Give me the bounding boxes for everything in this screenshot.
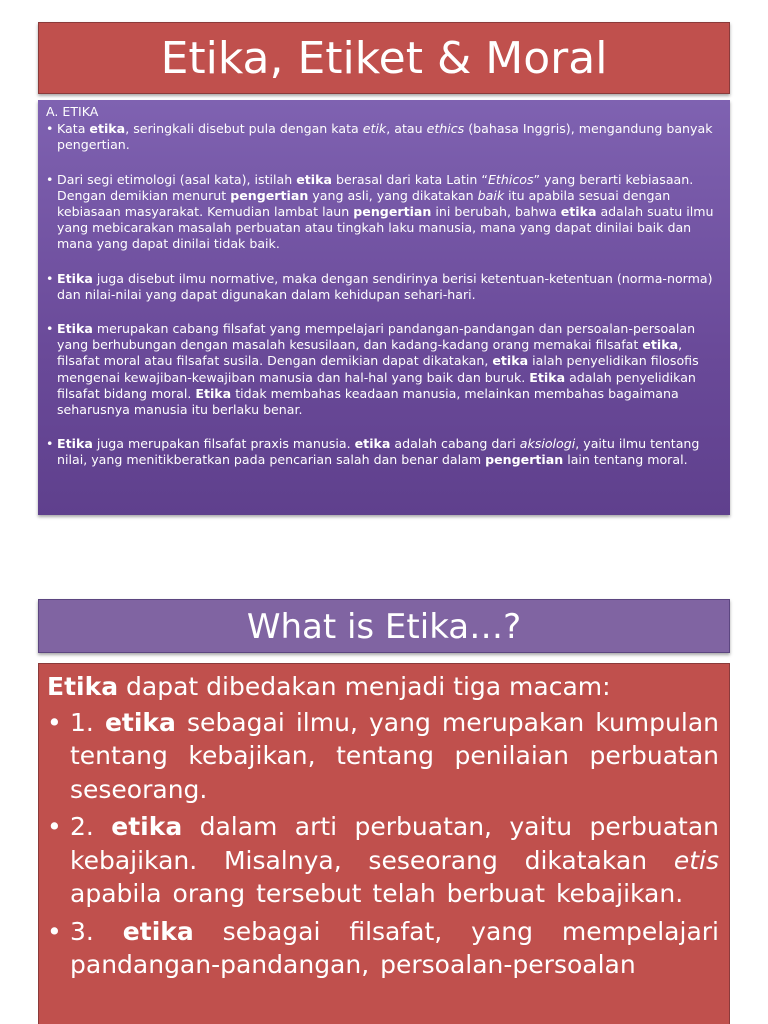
slide1-title: Etika, Etiket & Moral <box>38 22 730 94</box>
etika-bullet-1: • Kata etika, seringkali disebut pula dengan kata etik, atau ethics (bahasa Inggris), mengandung banyak pengertian. <box>46 121 720 153</box>
tiga-macam-item-3: • 3. etika sebagai filsafat, yang mempelajari pandangan-pandangan, persoalan-persoalan <box>47 915 719 982</box>
etika-bullet-2: • Dari segi etimologi (asal kata), istilah etika berasal dari kata Latin “Ethicos” yang berarti kebiasaan. Dengan demikian menurut pengertian yang asli, yang dikatakan baik itu apabila sesuai dengan kebiasaan masyarakat. Kemudian lambat laun pengertian ini berubah, bahwa etika adalah suatu ilmu yang mebicarakan masalah perbuatan atau tingkah laku manusia, mana yang dapat dinilai baik dan mana yang dapat dinilai tidak baik. <box>46 172 720 253</box>
etika-bullet-list <box>46 121 720 468</box>
section-label: A. ETIKA <box>46 104 99 119</box>
etika-bullet-4: • Etika merupakan cabang filsafat yang mempelajari pandangan-pandangan dan persoalan-persoalan yang berhubungan dengan masalah kesusilaan, dan kadang-kadang orang memakai filsafat etika, filsafat moral atau filsafat susila. Dengan demikian dapat dikatakan, etika ialah penyelidikan filosofis mengenai kewajiban-kewajiban manusia dan hal-hal yang baik dan buruk. Etika adalah penyelidikan filsafat bidang moral. Etika tidak membahas keadaan manusia, melainkan membahas bagaimana seharusnya manusia itu berlaku benar. <box>46 321 720 418</box>
tiga-macam-item-2: • 2. etika dalam arti perbuatan, yaitu perbuatan kebajikan. Misalnya, seseorang dikatakan etis apabila orang tersebut telah berbuat kebajikan. <box>47 810 719 911</box>
tiga-macam-item-1: • 1. etika sebagai ilmu, yang merupakan kumpulan tentang kebajikan, tentang penilaian perbuatan seseorang. <box>47 706 719 807</box>
tiga-macam-box <box>38 663 730 1024</box>
slide2-title: What is Etika…? <box>38 599 730 653</box>
tiga-macam-list <box>47 706 719 982</box>
etika-bullet-5: • Etika juga merupakan filsafat praxis manusia. etika adalah cabang dari aksiologi, yaitu ilmu tentang nilai, yang menitikberatkan pada pencarian salah dan benar dalam pengertian lain tentang moral. <box>46 436 720 468</box>
etika-bullet-3: • Etika juga disebut ilmu normative, maka dengan sendirinya berisi ketentuan-ketentuan (norma-norma) dan nilai-nilai yang dapat digunakan dalam kehidupan sehari-hari. <box>46 271 720 303</box>
tiga-macam-lead: Etika dapat dibedakan menjadi tiga macam: <box>47 672 611 701</box>
etika-content-box <box>38 100 730 515</box>
